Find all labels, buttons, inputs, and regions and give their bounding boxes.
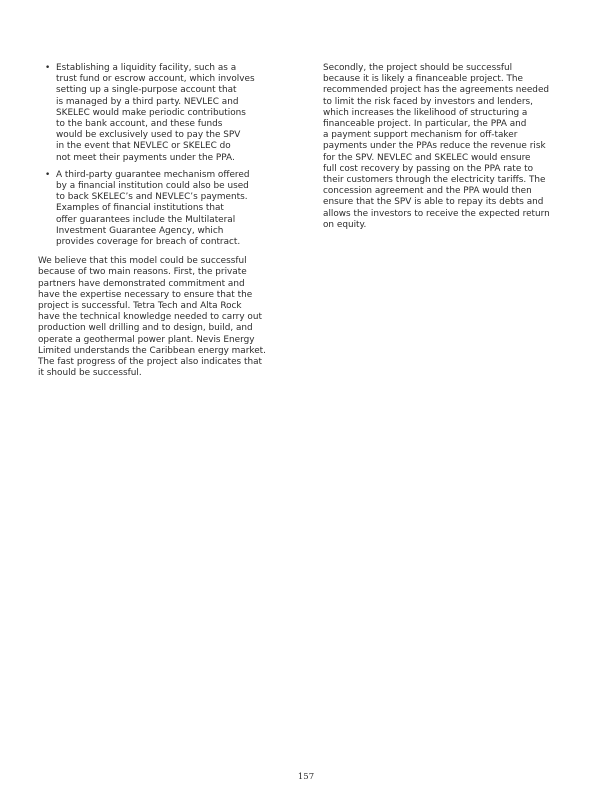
text-line: have the expertise necessary to ensure that the <box>38 289 253 300</box>
text-line: operate a geothermal power plant. Nevis Energy <box>38 334 255 345</box>
right-column <box>323 63 581 231</box>
text-line: production well drilling and to design, build, and <box>38 323 253 334</box>
text-line: to the bank account, and these funds <box>56 119 223 130</box>
text-line: payments under the PPAs reduce the revenue risk <box>323 141 546 152</box>
text-line: which increases the likelihood of structuring a <box>323 107 528 118</box>
text-line: have the technical knowledge needed to carry out <box>38 312 262 323</box>
text-line: to limit the risk faced by investors and lenders, <box>323 96 533 107</box>
left-column <box>38 63 296 379</box>
text-line: because of two main reasons. First, the private <box>38 267 247 278</box>
text-line: setting up a single-purpose account that <box>56 85 237 96</box>
text-line: to back SKELEC’s and NEVLEC’s payments. <box>56 192 248 203</box>
text-line: The fast progress of the project also indicates that <box>38 357 263 368</box>
body-paragraph-success-reasons <box>38 256 296 379</box>
text-line: trust fund or escrow account, which involves <box>56 74 255 85</box>
bullet-item-third-party-guarantee <box>38 170 296 248</box>
text-line: We believe that this model could be successful <box>38 256 247 267</box>
text-line: A third-party guarantee mechanism offered <box>56 169 250 180</box>
text-line: ensure that the SPV is able to repay its debts and <box>323 197 544 208</box>
page-number: 157 <box>297 772 315 782</box>
bullet-marker: • <box>45 169 51 180</box>
text-line: full cost recovery by passing on the PPA rate to <box>323 163 534 174</box>
text-line: in the event that NEVLEC or SKELEC do <box>56 141 231 152</box>
text-line: recommended project has the agreements needed <box>323 85 550 96</box>
text-line: provides coverage for breach of contract. <box>56 237 241 248</box>
text-line: would be exclusively used to pay the SPV <box>56 130 241 141</box>
text-line: is managed by a third party. NEVLEC and <box>56 96 239 107</box>
text-line: by a financial institution could also be used <box>56 181 249 192</box>
text-line: their customers through the electricity tariffs. The <box>323 175 546 186</box>
bullet-list <box>38 63 296 248</box>
text-line: partners have demonstrated commitment and <box>38 278 245 289</box>
text-line: SKELEC would make periodic contributions <box>56 107 246 118</box>
body-paragraph-financeable-project <box>323 63 581 231</box>
text-line: concession agreement and the PPA would then <box>323 186 532 197</box>
text-line: allows the investors to receive the expected return <box>323 208 550 219</box>
text-line: Examples of financial institutions that <box>56 203 224 214</box>
text-line: financeable project. In particular, the PPA and <box>323 119 527 130</box>
text-line: Limited understands the Caribbean energy market. <box>38 345 266 356</box>
text-line: Establishing a liquidity facility, such as a <box>56 63 237 73</box>
bullet-item-liquidity-facility <box>38 63 296 164</box>
text-line: Investment Guarantee Agency, which <box>56 225 224 236</box>
text-line: it should be successful. <box>38 368 142 379</box>
text-line: for the SPV. NEVLEC and SKELEC would ensure <box>323 152 531 163</box>
text-line: project is successful. Tetra Tech and Alta Rock <box>38 301 242 312</box>
text-line: Secondly, the project should be successful <box>323 63 513 73</box>
text-line: not meet their payments under the PPA. <box>56 152 235 163</box>
text-line: offer guarantees include the Multilateral <box>56 214 236 225</box>
bullet-marker: • <box>45 63 51 73</box>
text-line: a payment support mechanism for off-taker <box>323 130 518 141</box>
text-line: on equity. <box>323 219 367 230</box>
text-line: because it is likely a financeable project. The <box>323 74 524 85</box>
